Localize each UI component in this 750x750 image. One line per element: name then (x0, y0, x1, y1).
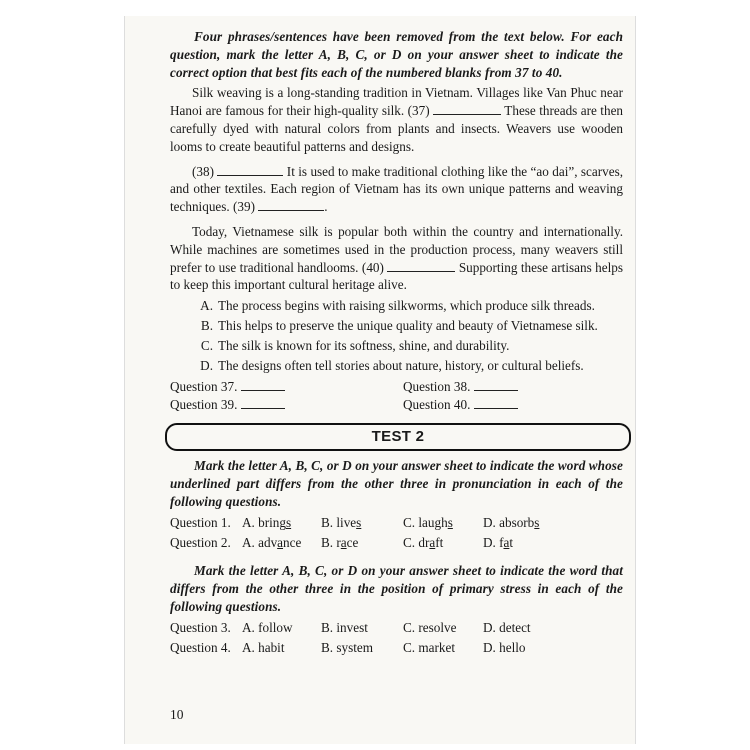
question-2: Question 2. A. advance B. race C. draft D. fat (170, 534, 623, 552)
test-title-banner: TEST 2 (165, 423, 631, 451)
page-number: 10 (170, 707, 184, 722)
section1-instruction: Four phrases/sentences have been removed from the text below. For each question, mark the letter A, B, C, or D on your answer sheet to indicate the correct option that best fits each of the numbered blanks from 37 to 40. (170, 29, 623, 80)
question-1: Question 1. A. brings B. lives C. laughs D. absorbs (170, 514, 623, 532)
q2-option-c[interactable]: C. draft (403, 535, 444, 551)
q1-option-a[interactable]: A. brings (242, 515, 292, 531)
passage-paragraph-1: Silk weaving is a long-standing tradition in Vietnam. Villages like Van Phuc near Hanoi are famous for their high-quality silk. (37) These threads are then carefully dyed with natural colors from plants and insects. Weavers use wooden looms to create beautiful patterns and designs. (170, 85, 624, 154)
option-b[interactable]: B. This helps to preserve the unique quality and beauty of Vietnamese silk. (200, 317, 598, 333)
q1-option-c[interactable]: C. laughs (403, 515, 453, 531)
q3-option-b[interactable]: B. invest (321, 620, 368, 636)
answer-slot-40[interactable]: Question 40. (403, 396, 623, 414)
blank-37[interactable] (433, 102, 501, 115)
option-d[interactable]: D. The designs often tell stories about nature, history, or cultural beliefs. (200, 357, 584, 373)
q4-option-b[interactable]: B. system (321, 640, 374, 656)
q4-option-d[interactable]: D. hello (483, 640, 526, 656)
page-content (170, 28, 623, 659)
q4-option-c[interactable]: C. market (403, 640, 456, 656)
option-c[interactable]: C. The silk is known for its softness, shine, and durability. (200, 337, 510, 353)
q1-option-d[interactable]: D. absorbs (483, 515, 540, 531)
q2-option-a[interactable]: A. advance (242, 535, 302, 551)
q3-option-a[interactable]: A. follow (242, 620, 293, 636)
section2-instruction: Mark the letter A, B, C, or D on your answer sheet to indicate the word whose underlined part differs from the other three in pronunciation in each of the following questions. (170, 457, 623, 509)
q1-option-b[interactable]: B. lives (321, 515, 362, 531)
option-a[interactable]: A. The process begins with raising silkworms, which produce silk threads. (200, 298, 595, 314)
question-3: Question 3. A. follow B. invest C. resolve D. detect (170, 619, 623, 637)
q3-option-c[interactable]: C. resolve (403, 620, 457, 636)
q2-option-d[interactable]: D. fat (483, 535, 514, 551)
q2-option-b[interactable]: B. race (321, 535, 359, 551)
passage-paragraph-2: (38) It is used to make traditional clothing like the “ao dai”, scarves, and other textiles. Each region of Vietnam has its own unique patterns and weaving techniques. (39) . (170, 163, 624, 215)
q3-option-d[interactable]: D. detect (483, 620, 531, 636)
options-list (170, 297, 623, 374)
answer-slots (170, 378, 623, 414)
q4-option-a[interactable]: A. habit (242, 640, 285, 656)
answer-slot-39[interactable]: Question 39. (170, 396, 403, 414)
blank-40[interactable] (387, 259, 455, 272)
answer-slot-37[interactable]: Question 37. (170, 378, 403, 396)
blank-39[interactable] (258, 198, 324, 211)
question-4: Question 4. A. habit B. system C. market D. hello (170, 639, 623, 657)
blank-38[interactable] (217, 163, 283, 176)
answer-slot-38[interactable]: Question 38. (403, 378, 623, 396)
section3-instruction: Mark the letter A, B, C, or D on your answer sheet to indicate the word that differs from the other three in the position of primary stress in each of the following questions. (170, 562, 623, 614)
passage-paragraph-3: Today, Vietnamese silk is popular both within the country and internationally. While machines are sometimes used in the production process, many weavers still prefer to use traditional handlooms. (40) Supporting these artisans helps to keep this important cultural heritage alive. (170, 223, 623, 293)
